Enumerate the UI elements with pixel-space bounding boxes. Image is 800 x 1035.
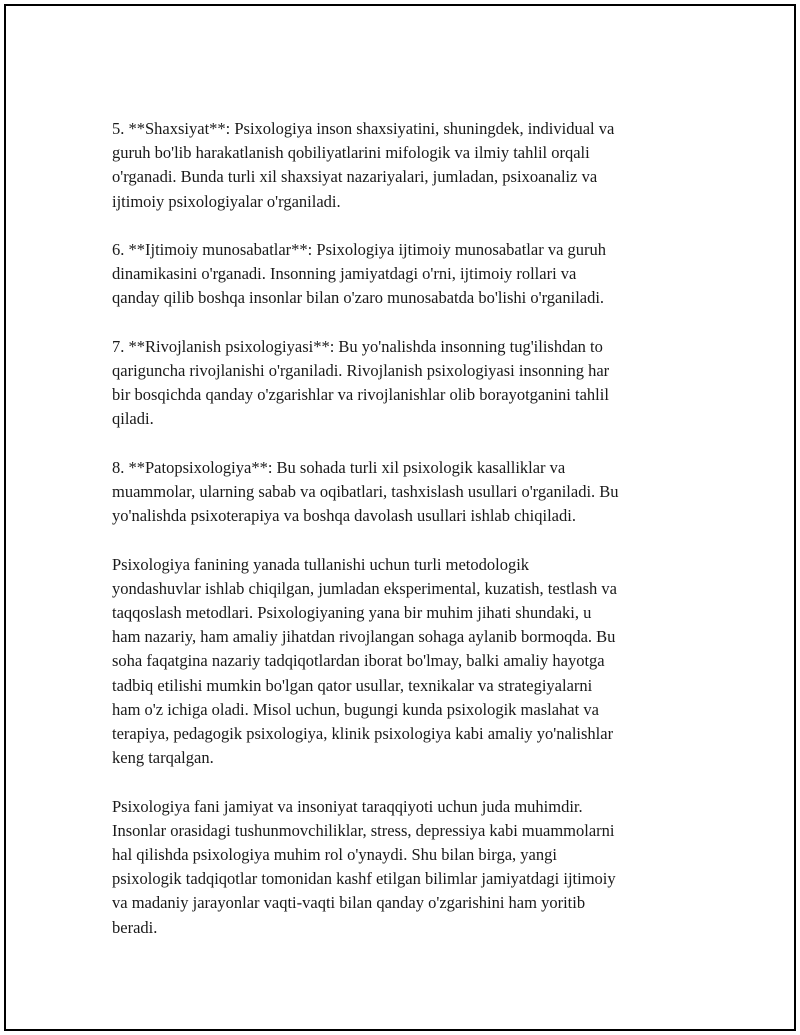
paragraph-patopsixologiya: 8. **Patopsixologiya**: Bu sohada turli xil psixologik kasalliklar va muammolar, ularning sabab va oqibatlari, tashxislash usullari o'rganiladi. Bu yo'nalishda psixoterapiya va boshqa davolash usullari ishlab chiqiladi. <box>112 457 619 526</box>
paragraph-shaxsiyat: 5. **Shaxsiyat**: Psixologiya inson shaxsiyatini, shuningdek, individual va guruh bo'lib harakatlanish qobiliyatlarini mifologik va ilmiy tahlil orqali o'rganadi. Bunda turli xil shaxsiyat nazariyalari, jumladan, psixoanaliz va ijtimoiy psixologiyalar o'rganiladi. <box>112 119 615 211</box>
paragraph-ijtimoiy-munosabatlar: 6. **Ijtimoiy munosabatlar**: Psixologiya ijtimoiy munosabatlar va guruh dinamikasini o'rganadi. Insonning jamiyatdagi o'rni, ijtimoiy rollari va qanday qilib boshqa insonlar bilan o'zaro munosabatda bo'lishi o'rganiladi. <box>112 240 607 308</box>
paragraph-metodologik-yondashuvlar: Psixologiya fanining yanada tullanishi uchun turli metodologik yondashuvlar ishlab chiqilgan, jumladan eksperimental, kuzatish, testlash va taqqoslash metodlari. Psixologiyaning yana bir muhim jihati shundaki, u ham nazariy, ham amaliy jihatdan rivojlangan sohaga aylanib bormoqda. Bu soha faqatgina nazariy tadqiqotlardan iborat bo'lmay, balki amaliy hayotga tadbiq etilishi mumkin bo'lgan qator usullar, texnikalar va strategiyalarni ham o'z ichiga oladi. Misol uchun, bugungi kunda psixologik maslahat va terapiya, pedagogik psixologiya, klinik psixologiya kabi amaliy yo'nalishlar keng tarqalgan. <box>112 554 617 768</box>
paragraph-jamiyat-ahamiyati: Psixologiya fani jamiyat va insoniyat taraqqiyoti uchun juda muhimdir. Insonlar orasidagi tushunmovchiliklar, stress, depressiya kabi muammolarni hal qilishda psixologiya muhim rol o'ynaydi. Shu bilan birga, yangi psixologik tadqiqotlar tomonidan kashf etilgan bilimlar jamiyatdagi ijtimoiy va madaniy jarayonlar vaqti-vaqti bilan qanday o'zgarishini ham yoritib beradi. <box>112 796 616 937</box>
document-body <box>112 117 692 964</box>
paragraph-rivojlanish-psixologiyasi: 7. **Rivojlanish psixologiyasi**: Bu yo'nalishda insonning tug'ilishdan to qariguncha rivojlanishi o'rganiladi. Rivojlanish psixologiyasi insonning har bir bosqichda qanday o'zgarishlar va rivojlanishlar olib borayotganini tahlil qiladi. <box>112 336 610 429</box>
